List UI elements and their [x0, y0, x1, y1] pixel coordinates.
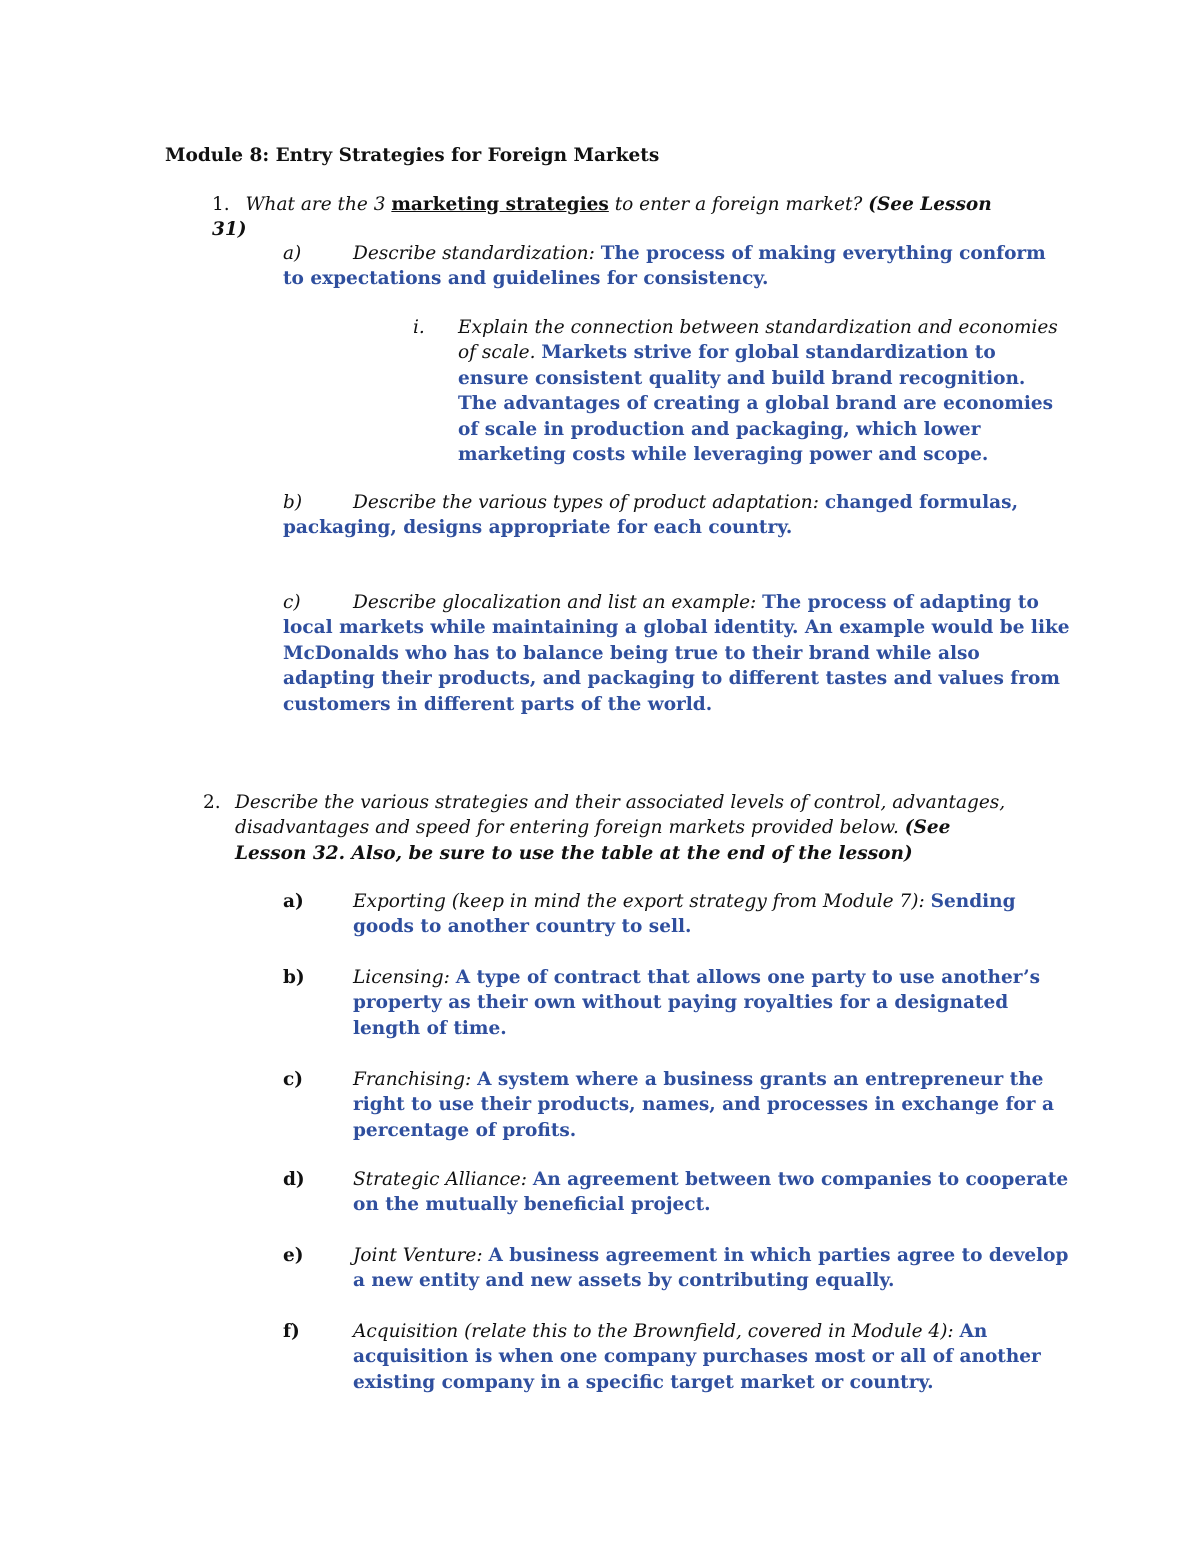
question-2-item-c [283, 1067, 1073, 1143]
item-c-label: c) [283, 1069, 304, 1090]
question-1-part-a-i [413, 315, 1063, 467]
part-b-prompt: Describe the various types of product adaptation: [353, 492, 825, 513]
question-1-part-b [283, 490, 1073, 541]
question-2-item-a [283, 889, 1073, 940]
part-a-i-label: i. [413, 317, 425, 338]
question-1 [212, 192, 1012, 243]
question-1-emphasis: marketing strategies [391, 194, 609, 215]
page-title: Module 8: Entry Strategies for Foreign Markets [165, 145, 660, 166]
part-a-i-prompt: Explain the connection between standardization and economies of scale. [458, 317, 1058, 364]
question-2-number: 2. [203, 792, 221, 813]
question-1-number: 1. [212, 194, 230, 215]
item-f-label: f) [283, 1321, 300, 1342]
part-a-prompt: Describe standardization: [353, 243, 601, 264]
question-2-item-f [283, 1319, 1073, 1395]
question-2-item-d [283, 1167, 1073, 1218]
item-d-prompt: Strategic Alliance: [353, 1169, 533, 1190]
question-2-item-b [283, 965, 1073, 1041]
item-a-label: a) [283, 891, 304, 912]
part-b-label: b) [283, 492, 303, 513]
item-d-answer: An agreement between two companies to cooperate on the mutually beneficial project. [353, 1169, 1069, 1216]
question-1-part-a [283, 241, 1073, 292]
question-1-text-post: to enter a foreign market? [608, 194, 869, 215]
item-d-label: d) [283, 1169, 305, 1190]
part-c-answer: The process of adapting to local markets while maintaining a global identity. An example would be like McDonalds who has to balance being true to their brand while also adapting their products, and packaging to different tastes and values from customers in different parts of the world. [283, 592, 1070, 715]
question-2-text: Describe the various strategies and their associated levels of control, advantages, disadvantages and speed for entering foreign markets provided below. [235, 792, 1006, 839]
item-c-prompt: Franchising: [353, 1069, 478, 1090]
question-2-reference: (See Lesson 32. Also, be sure to use the table at the end of the lesson) [235, 817, 951, 864]
part-a-i-answer: Markets strive for global standardization to ensure consistent quality and build brand recognition. The advantages of creating a global brand are economies of scale in production and packaging, which lower marketing costs while leveraging power and scope. [458, 342, 1054, 466]
item-f-prompt: Acquisition (relate this to the Brownfield, covered in Module 4): [353, 1321, 960, 1342]
item-b-label: b) [283, 967, 305, 988]
question-1-text-pre: What are the 3 [245, 194, 392, 215]
part-c-prompt: Describe glocalization and list an example: [353, 592, 763, 613]
question-2-item-e [283, 1243, 1073, 1294]
item-e-label: e) [283, 1245, 304, 1266]
part-b-answer: changed formulas, packaging, designs appropriate for each country. [283, 492, 1019, 539]
item-e-prompt: Joint Venture: [353, 1245, 489, 1266]
part-a-label: a) [283, 243, 302, 264]
part-c-label: c) [283, 592, 301, 613]
question-1-part-c [283, 590, 1073, 717]
question-1-reference: (See Lesson 31) [212, 194, 992, 241]
question-2 [203, 790, 1023, 866]
item-a-answer: Sending goods to another country to sell. [353, 891, 1016, 938]
item-f-answer: An acquisition is when one company purchases most or all of another existing company in a specific target market or country. [353, 1321, 1041, 1393]
item-b-answer: A type of contract that allows one party to use another’s property as their own without paying royalties for a designated length of time. [353, 967, 1041, 1039]
item-b-prompt: Licensing: [353, 967, 456, 988]
item-c-answer: A system where a business grants an entrepreneur the right to use their products, names, and processes in exchange for a percentage of profits. [353, 1069, 1054, 1141]
item-e-answer: A business agreement in which parties agree to develop a new entity and new assets by contributing equally. [353, 1245, 1069, 1292]
item-a-prompt: Exporting (keep in mind the export strategy from Module 7): [353, 891, 931, 912]
part-a-answer: The process of making everything conform to expectations and guidelines for consistency. [283, 243, 1046, 290]
